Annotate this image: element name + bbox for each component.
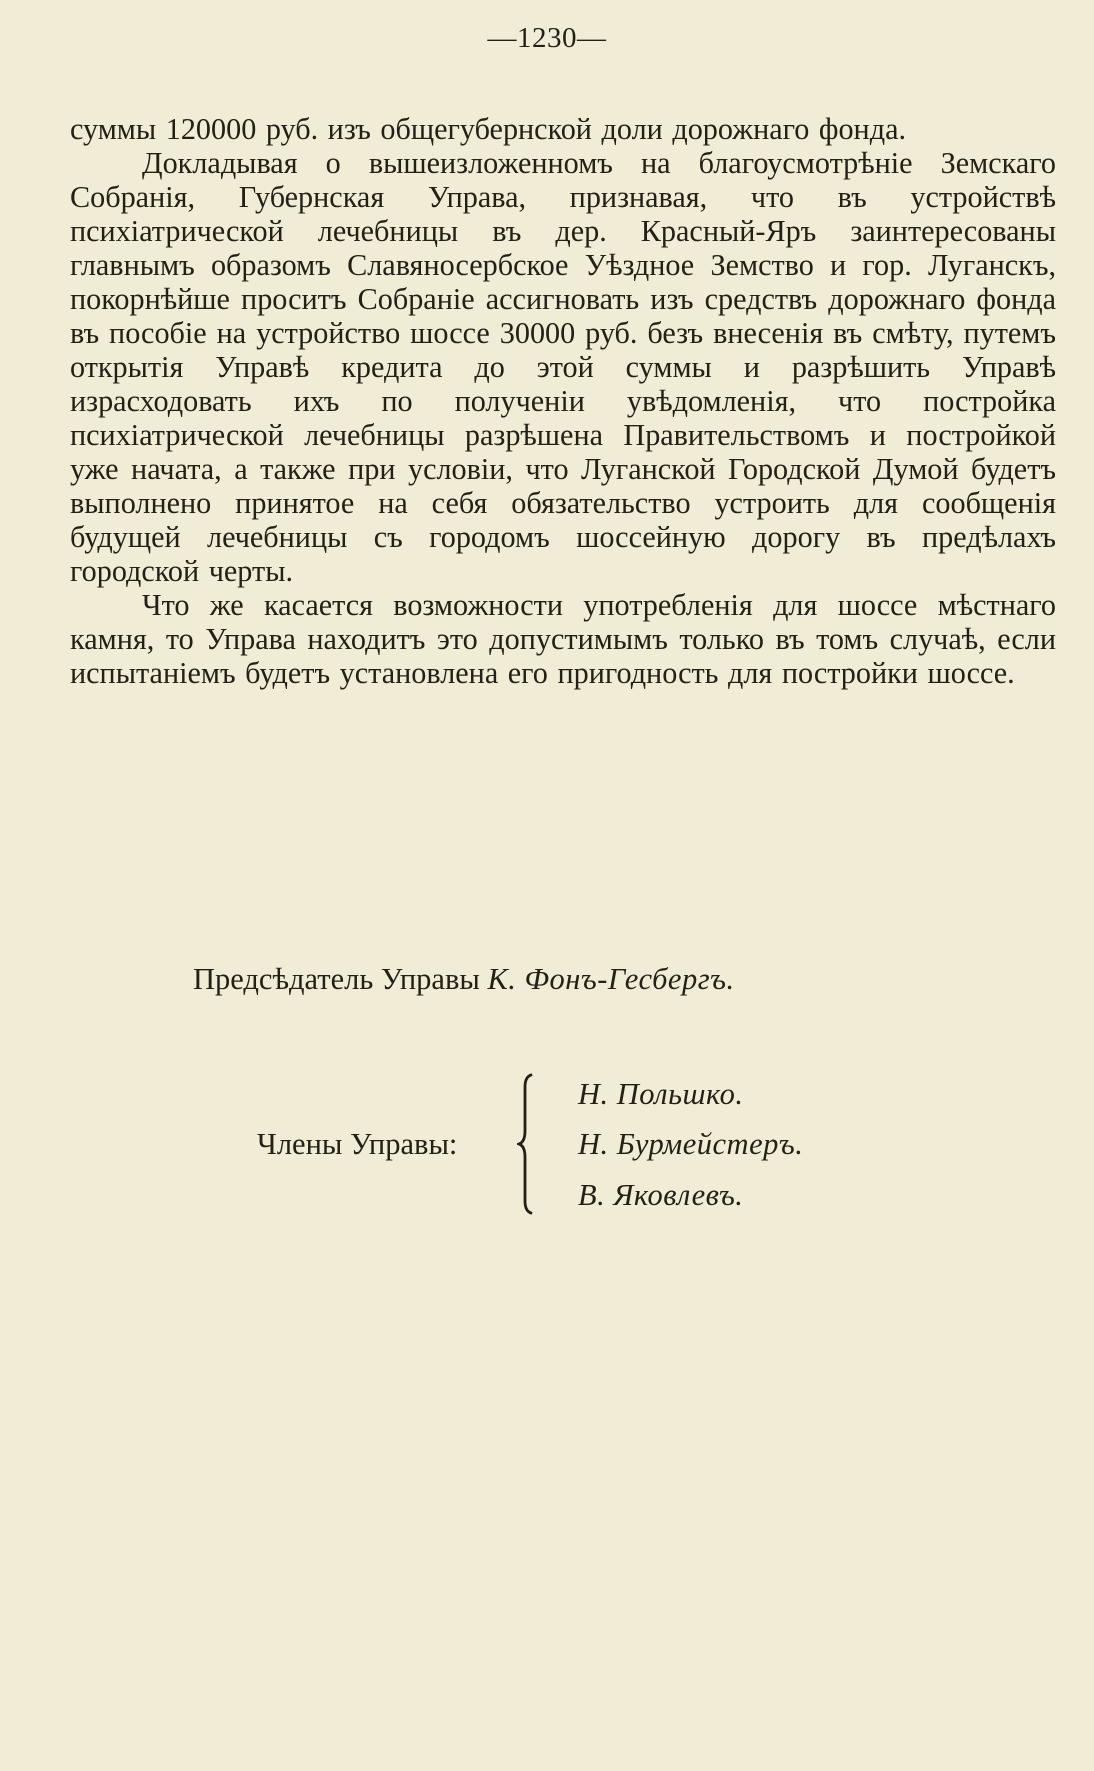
member-name-2: Н. Бурмейстеръ. [578, 1127, 804, 1161]
page-number: —1230— [487, 22, 607, 54]
paragraph-3: Что же касается возможности употребленія для шоссе мѣстнаго камня, то Управа находитъ это допустимымъ только въ томъ случаѣ, если испытаніемъ будетъ установлена его пригодность для постройки шоссе. [70, 588, 1056, 690]
chairman-name: К. Фонъ-Гесбергъ. [487, 962, 735, 996]
members-label: Члены Управы: [257, 1127, 458, 1161]
body-text [70, 112, 1056, 690]
chairman-signature-line [193, 962, 735, 997]
chairman-label: Предсѣдатель Управы [193, 962, 480, 996]
paragraph-1: суммы 120000 руб. изъ общегубернской доли дорожнаго фонда. [70, 112, 907, 146]
member-name-1: Н. Польшко. [578, 1077, 744, 1111]
member-name-3: В. Яковлевъ. [578, 1178, 744, 1212]
brace-icon [517, 1073, 557, 1215]
paragraph-2: Докладывая о вышеизложенномъ на благоусмотрѣніе Земскаго Собранія, Губернская Управа, признавая, что въ устройствѣ психіатрической лечебницы въ дер. Красный-Яръ заинтересованы главнымъ образомъ Славяносербское Уѣздное Земство и гор. Луганскъ, покорнѣйше проситъ Собраніе ассигновать изъ средствъ дорожнаго фонда въ пособіе на устройство шоссе 30000 руб. безъ внесенія въ смѣту, путемъ открытія Управѣ кредита до этой суммы и разрѣшить Управѣ израсходовать ихъ по полученіи увѣдомленія, что постройка психіатрической лечебницы разрѣшена Правительствомъ и постройкой уже начата, а также при условіи, что Луганской Городской Думой будетъ выполнено принятое на себя обязательство устроить для сообщенія будущей лечебницы съ городомъ шоссейную дорогу въ предѣлахъ городской черты. [70, 146, 1056, 588]
